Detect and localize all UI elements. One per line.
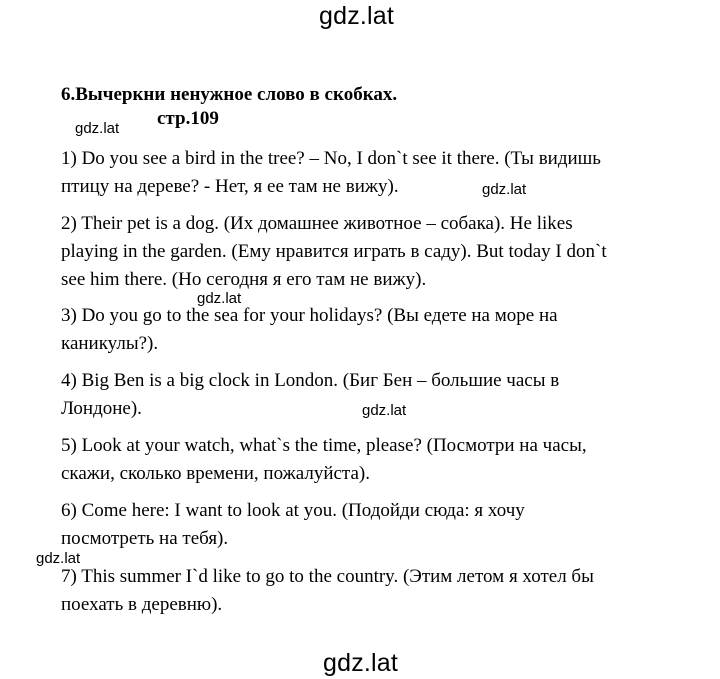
exercise-item — [61, 497, 661, 553]
exercise-line: 6) Come here: I want to look at you. (Подойди сюда: я хочу — [61, 500, 525, 521]
exercise-line: Лондоне). — [61, 398, 142, 419]
exercise-line: 1) Do you see a bird in the tree? – No, I don`t see it there. (Ты видишь — [61, 148, 601, 169]
exercise-item — [61, 302, 661, 358]
exercise-line: 2) Their pet is a dog. (Их домашнее животное – собака). He likes — [61, 213, 573, 234]
exercise-line: see him there. (Но сегодня я его там не вижу). — [61, 269, 427, 290]
exercise-line: посмотреть на тебя). — [61, 528, 229, 549]
exercise-item — [61, 432, 661, 488]
watermark-bottom: gdz.lat — [323, 649, 399, 677]
page-reference: стр.109 — [157, 108, 219, 129]
exercise-line: playing in the garden. (Ему нравится играть в саду). But today I don`t — [61, 241, 607, 262]
exercise-line: 7) This summer I`d like to go to the country. (Этим летом я хотел бы — [61, 566, 594, 587]
watermark: gdz.lat — [362, 402, 407, 419]
task-title: 6.Вычеркни ненужное слово в скобках. — [61, 84, 398, 105]
watermark: gdz.lat — [75, 120, 120, 137]
exercise-line: 5) Look at your watch, what`s the time, please? (Посмотри на часы, — [61, 435, 587, 456]
exercise-item — [61, 563, 661, 619]
watermark: gdz.lat — [482, 181, 527, 198]
exercise-item — [61, 145, 661, 201]
exercise-item — [61, 367, 661, 423]
watermark: gdz.lat — [197, 290, 242, 307]
exercise-item — [61, 210, 661, 294]
exercise-line: каникулы?). — [61, 333, 159, 354]
exercise-line: птицу на дереве? - Нет, я ее там не вижу). — [61, 176, 399, 197]
watermark-top: gdz.lat — [319, 2, 395, 30]
exercise-line: 3) Do you go to the sea for your holidays? (Вы едете на море на — [61, 305, 558, 326]
exercise-line: 4) Big Ben is a big clock in London. (Биг Бен – большие часы в — [61, 370, 560, 391]
exercise-line: поехать в деревню). — [61, 594, 223, 615]
watermark: gdz.lat — [36, 550, 81, 567]
exercise-line: скажи, сколько времени, пожалуйста). — [61, 463, 370, 484]
